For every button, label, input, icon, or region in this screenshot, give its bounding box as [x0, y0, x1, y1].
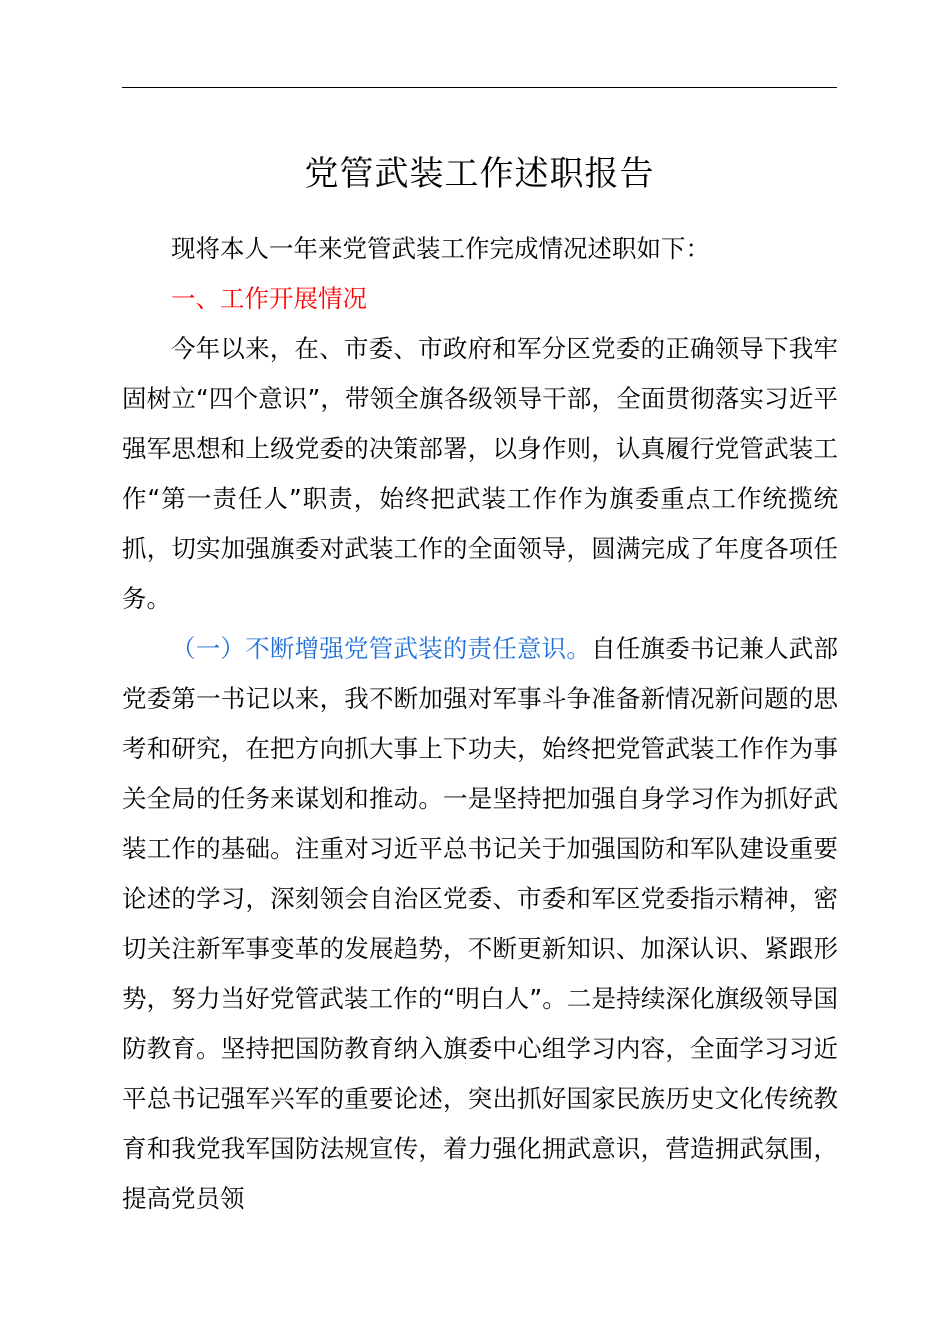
- subsection-text: 自任旗委书记兼人武部党委第一书记以来，我不断加强对军事斗争准备新情况新问题的思考和研究，在把方向抓大事上下功夫，始终把党管武装工作作为事关全局的任务来谋划和推动。一是坚持把加强自身学习作为抓好武装工作的基础。注重对习近平总书记关于加强国防和军队建设重要论述的学习，深刻领会自治区党委、市委和军区党委指示精神，密切关注新军事变革的发展趋势，不断更新知识、加深认识、紧跟形势，努力当好党管武装工作的“明白人”。二是持续深化旗级领导国防教育。坚持把国防教育纳入旗委中心组学习内容，全面学习习近平总书记强军兴军的重要论述，突出抓好国家民族历史文化传统教育和我党我军国防法规宣传，着力强化拥武意识，营造拥武氛围，提高党员领: [122, 634, 839, 1213]
- subsection-heading: （一）不断增强党管武装的责任意识。: [171, 634, 592, 663]
- document-body: [122, 224, 838, 1224]
- intro-paragraph: 现将本人一年来党管武装工作完成情况述职如下：: [171, 234, 710, 263]
- body-paragraph-1: 今年以来，在、市委、市政府和军分区党委的正确领导下我牢固树立“四个意识”，带领全旗各级领导干部，全面贯彻落实习近平强军思想和上级党委的决策部署，以身作则，认真履行党管武装工作“第一责任人”职责，始终把武装工作作为旗委重点工作统揽统抓，切实加强旗委对武装工作的全面领导，圆满完成了年度各项任务。: [122, 334, 838, 613]
- body-paragraph-2: [122, 624, 838, 1224]
- header-rule: [122, 87, 837, 88]
- section-heading: 一、工作开展情况: [171, 284, 367, 313]
- page-title: 党管武装工作述职报告: [304, 154, 655, 194]
